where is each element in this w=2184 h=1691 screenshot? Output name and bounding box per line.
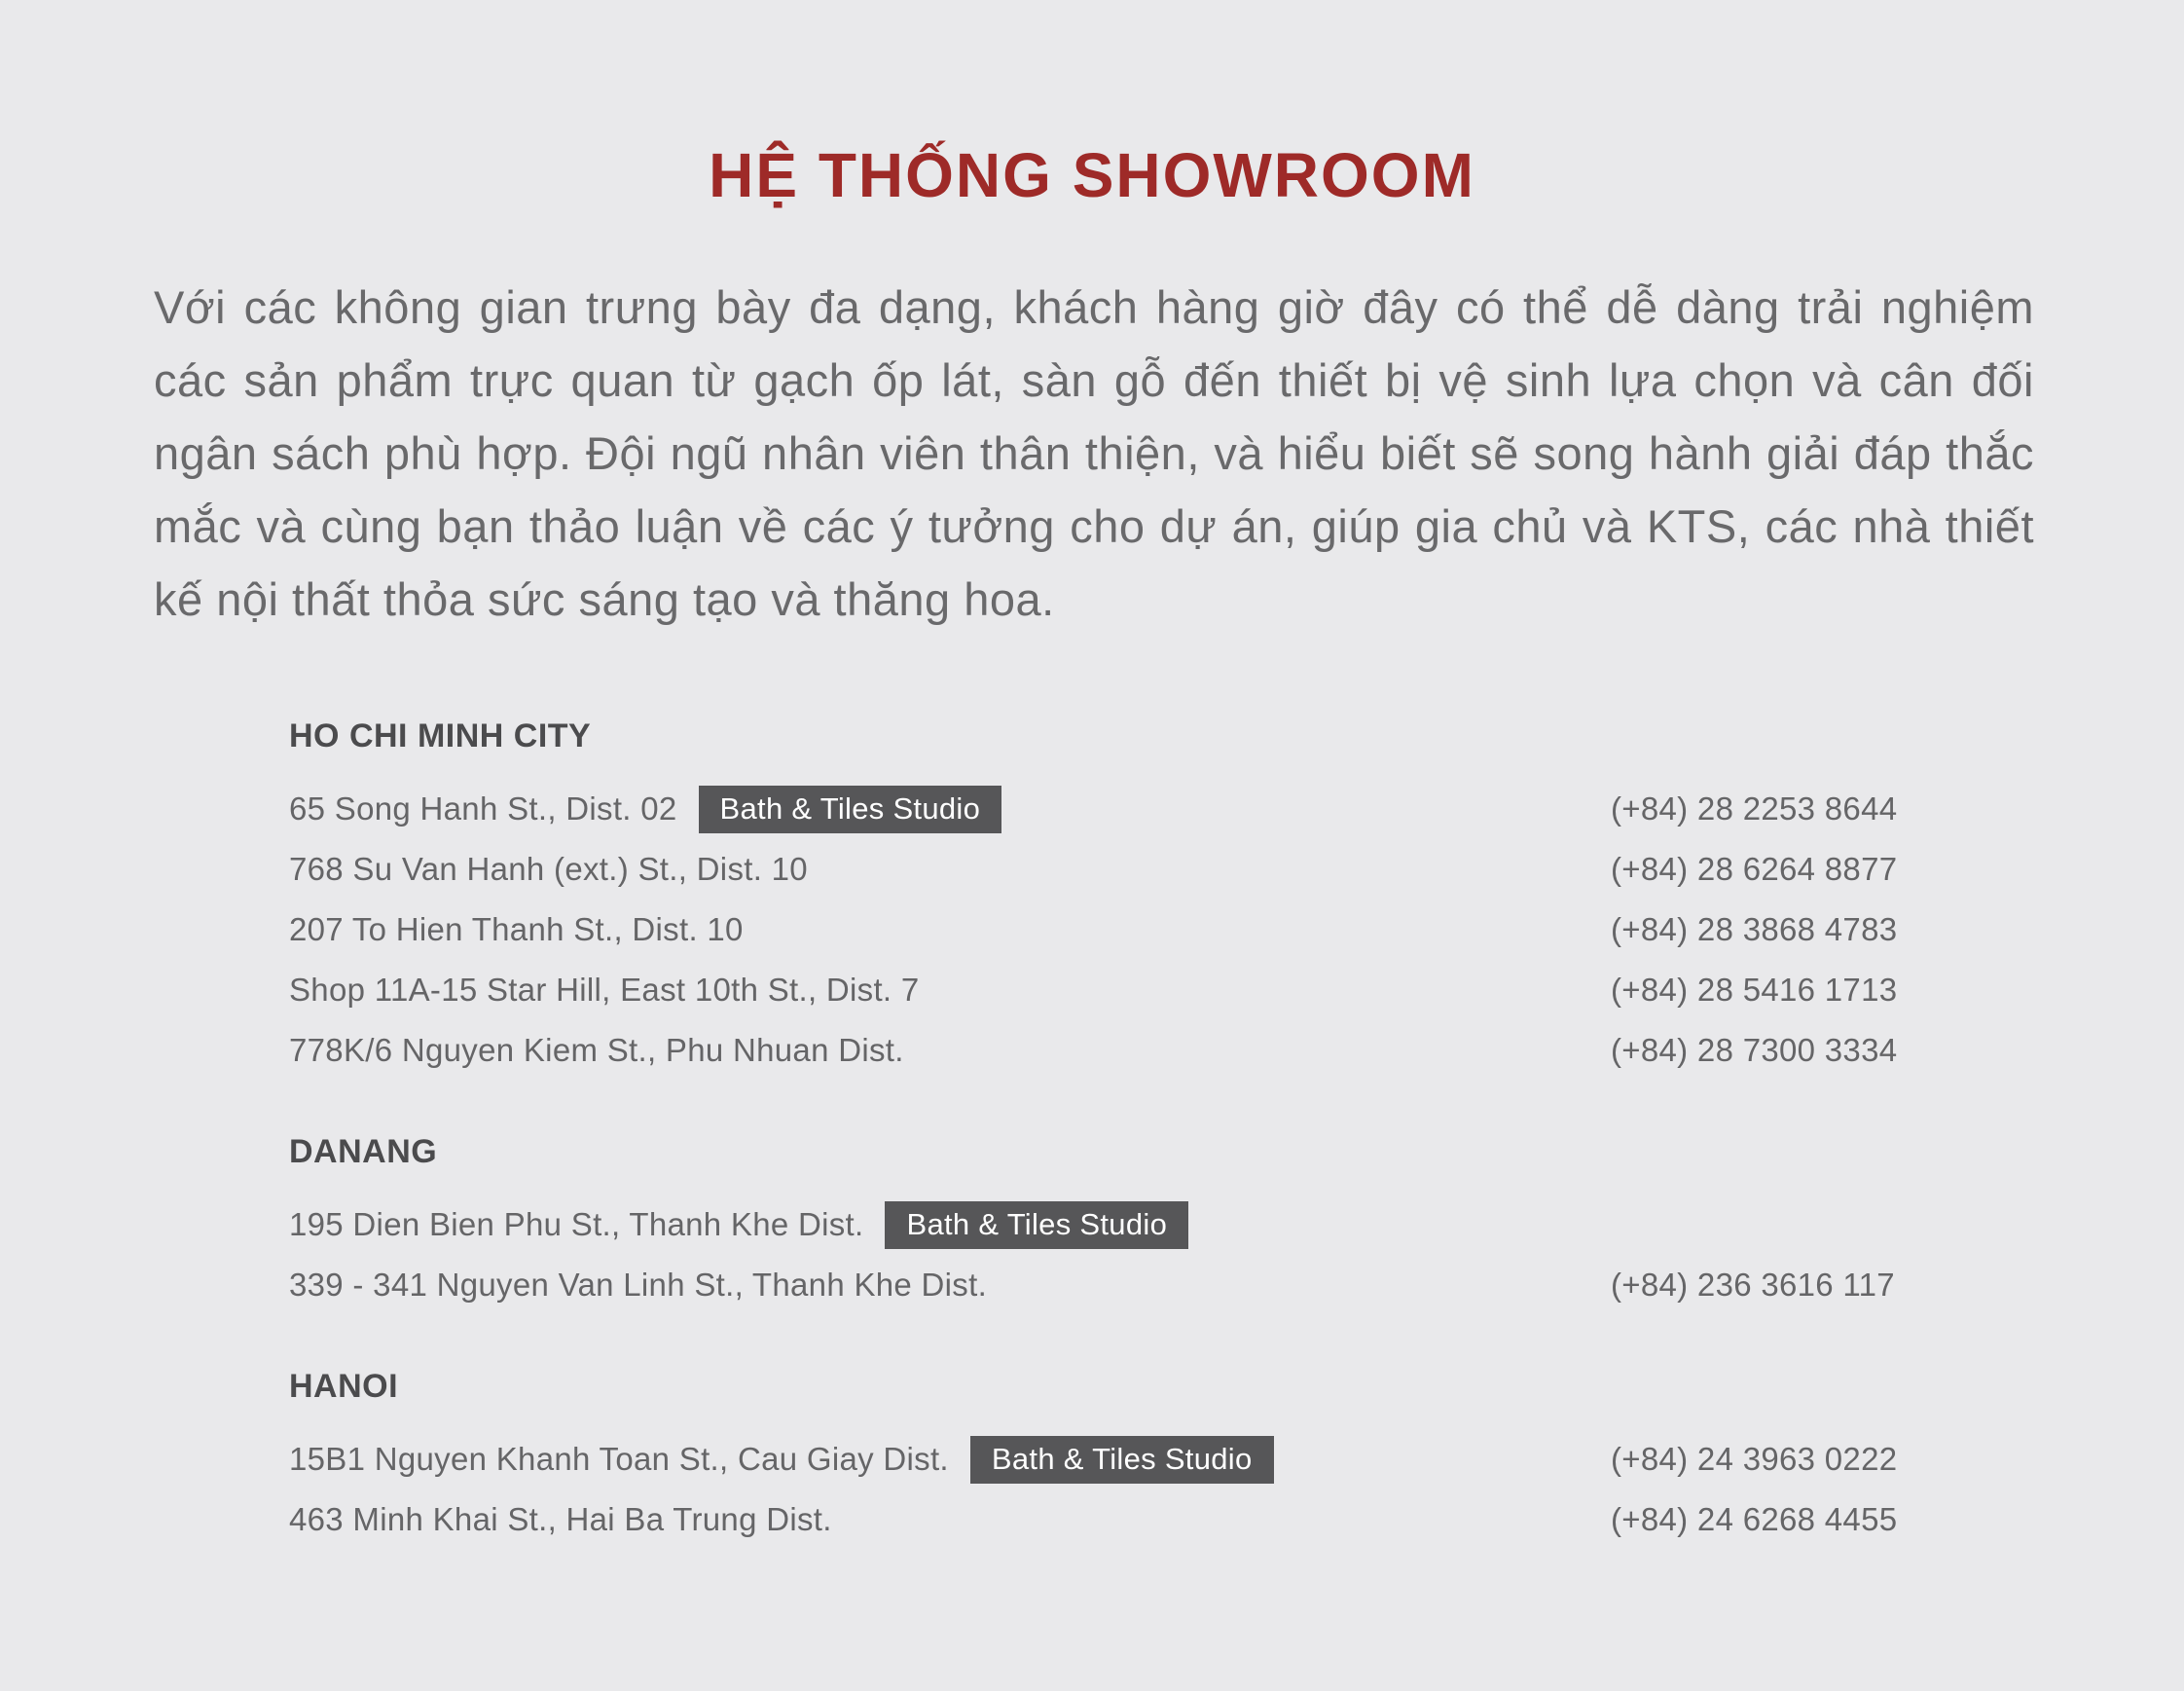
bath-tiles-studio-badge: Bath & Tiles Studio [885,1201,1188,1249]
city-section [289,1368,2184,1550]
city-section [289,717,2184,1081]
showroom-address-cell [289,972,1611,1009]
showroom-row [289,1195,2184,1255]
city-name: DANANG [289,1133,438,1170]
showroom-sections [289,717,2184,1550]
city-section [289,1133,2184,1315]
showroom-address: 15B1 Nguyen Khanh Toan St., Cau Giay Dist. [289,1441,949,1477]
bath-tiles-studio-badge: Bath & Tiles Studio [970,1436,1274,1484]
showroom-address-cell [289,1032,1611,1069]
showroom-row [289,1429,2184,1489]
showroom-phone: (+84) 28 7300 3334 [1611,1032,1898,1068]
city-rows [289,1195,2184,1315]
showroom-address-cell [289,1436,1611,1484]
showroom-phone: (+84) 236 3616 117 [1611,1267,1895,1303]
showroom-address-cell [289,786,1611,833]
showroom-row [289,839,2184,900]
page-title: HỆ THỐNG SHOWROOM [709,140,1475,210]
city-name: HO CHI MINH CITY [289,717,592,754]
showroom-address-cell [289,1267,1611,1304]
city-name: HANOI [289,1368,399,1405]
showroom-address: 463 Minh Khai St., Hai Ba Trung Dist. [289,1501,832,1537]
showroom-address: 195 Dien Bien Phu St., Thanh Khe Dist. [289,1206,864,1242]
showroom-address-cell [289,1201,1611,1249]
showroom-address: 768 Su Van Hanh (ext.) St., Dist. 10 [289,851,808,887]
showroom-row [289,779,2184,839]
city-rows [289,779,2184,1081]
showroom-row [289,900,2184,960]
showroom-phone: (+84) 28 5416 1713 [1611,972,1898,1008]
showroom-address: 778K/6 Nguyen Kiem St., Phu Nhuan Dist. [289,1032,904,1068]
showroom-address: 207 To Hien Thanh St., Dist. 10 [289,911,744,947]
showroom-address: Shop 11A-15 Star Hill, East 10th St., Dist. 7 [289,972,920,1008]
showroom-row [289,1255,2184,1315]
showroom-address: 339 - 341 Nguyen Van Linh St., Thanh Khe Dist. [289,1267,988,1303]
showroom-phone: (+84) 24 3963 0222 [1611,1441,1898,1477]
showroom-row [289,960,2184,1020]
city-rows [289,1429,2184,1550]
showroom-row [289,1020,2184,1081]
showroom-phone: (+84) 24 6268 4455 [1611,1501,1898,1537]
showroom-address-cell [289,911,1611,948]
showroom-phone: (+84) 28 3868 4783 [1611,911,1898,947]
showroom-address: 65 Song Hanh St., Dist. 02 [289,790,677,827]
bath-tiles-studio-badge: Bath & Tiles Studio [699,786,1002,833]
showroom-phone: (+84) 28 2253 8644 [1611,790,1898,827]
showroom-address-cell [289,1501,1611,1538]
intro-paragraph: Với các không gian trưng bày đa dạng, khách hàng giờ đây có thể dễ dàng trải nghiệm các sản phẩm trực quan từ gạch ốp lát, sàn gỗ đến thiết bị vệ sinh lựa chọn và cân đối ngân sách phù hợp. Đội ngũ nhân viên thân thiện, và hiểu biết sẽ song hành giải đáp thắc mắc và cùng bạn thảo luận về các ý tưởng cho dự án, giúp gia chủ và KTS, các nhà thiết kế nội thất thỏa sức sáng tạo và thăng hoa. [154,281,2034,625]
showroom-address-cell [289,851,1611,888]
showroom-row [289,1489,2184,1550]
showroom-phone: (+84) 28 6264 8877 [1611,851,1898,887]
